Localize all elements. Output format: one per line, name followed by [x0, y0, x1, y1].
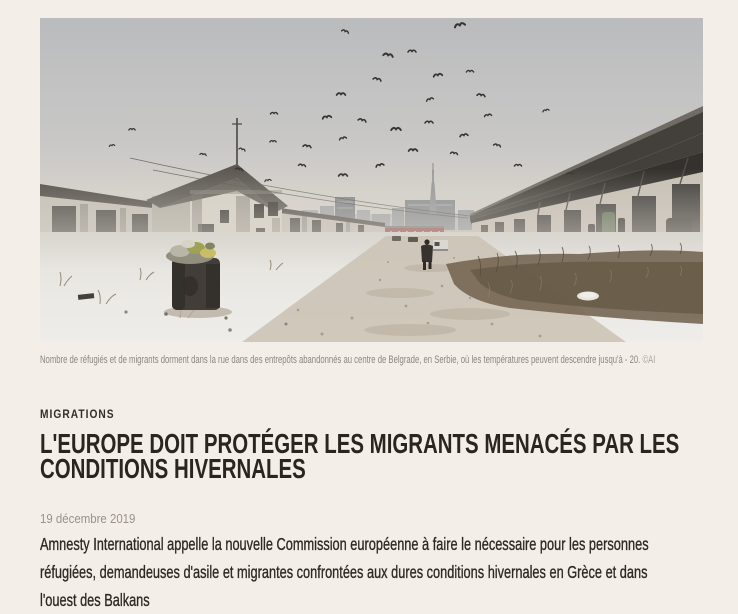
photo-credit: ©AI: [642, 354, 656, 366]
article-date-text: 19 décembre 2019: [40, 511, 136, 526]
article-lead: [40, 530, 703, 614]
photo-caption: [40, 354, 703, 367]
photo-caption-text: Nombre de réfugiés et de migrants dorment dans la rue dans des entrepôts abandonnés au centre de Belgrade, en Serbie, où les températures peuvent descendre jusqu'à - 20.: [40, 354, 643, 366]
article-lead-line-1: Amnesty International appelle la nouvelle Commission européenne à faire le nécessaire pour les personnes: [40, 534, 649, 554]
article-title: [40, 428, 703, 484]
category-label[interactable]: [40, 407, 703, 421]
category-label-text[interactable]: MIGRATIONS: [40, 407, 115, 421]
article-title-line-1: L'EUROPE DOIT PROTÉGER LES MIGRANTS MENACÉS PAR LES: [40, 428, 680, 459]
article-hero-photo: [40, 18, 703, 342]
article-lead-line-3: l'ouest des Balkans: [40, 590, 150, 610]
article-hero: [40, 18, 703, 367]
article-lead-line-2: réfugiées, demandeuses d'asile et migrantes confrontées aux dures conditions hivernales en Grèce et dans: [40, 562, 648, 582]
article-title-line-2: CONDITIONS HIVERNALES: [40, 453, 306, 484]
article-date: [40, 511, 703, 526]
